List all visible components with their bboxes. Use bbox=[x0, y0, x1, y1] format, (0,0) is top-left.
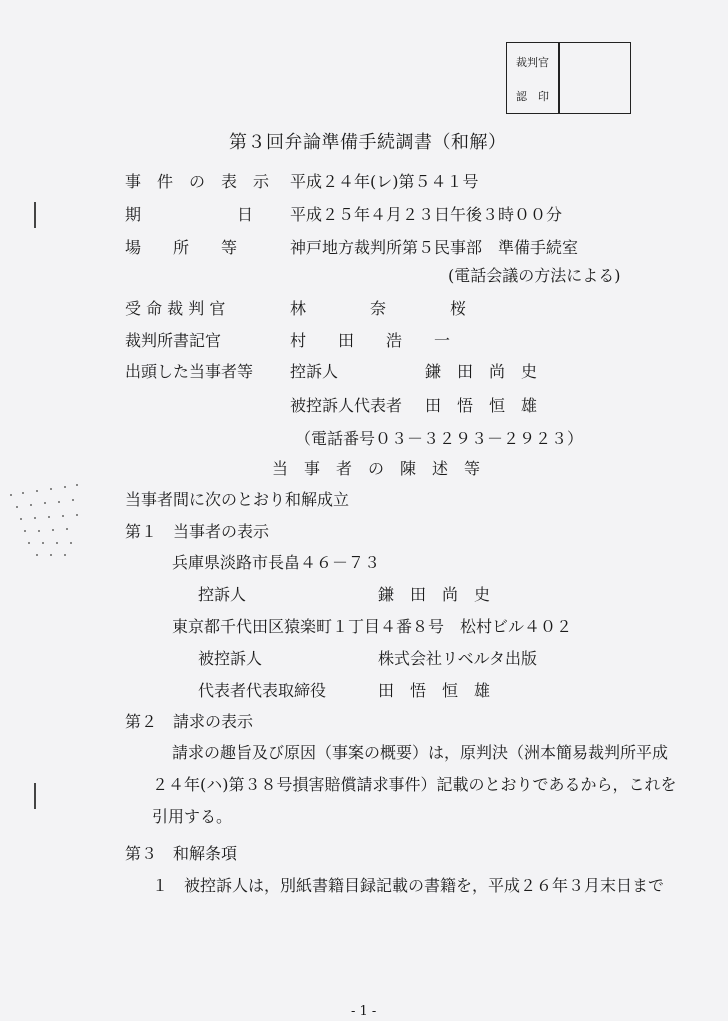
punch-dot bbox=[28, 542, 30, 544]
place-note: (電話会議の方法による) bbox=[448, 266, 621, 285]
punch-dot bbox=[58, 501, 60, 503]
party3-role: 代表者代表取締役 bbox=[198, 681, 327, 700]
appellee-rep-name: 田 悟 恒 雄 bbox=[425, 396, 538, 415]
margin-mark-top bbox=[34, 202, 36, 228]
case-number: 平成２４年(レ)第５４１号 bbox=[290, 172, 479, 191]
punch-dot bbox=[72, 499, 74, 501]
appellant-role: 控訴人 bbox=[290, 362, 339, 381]
punch-dot bbox=[24, 530, 26, 532]
appellee-rep-role: 被控訴人代表者 bbox=[290, 396, 403, 415]
punch-dot bbox=[22, 492, 24, 494]
stamp-label-judge: 裁判官 bbox=[516, 56, 549, 69]
punch-dot bbox=[64, 554, 66, 556]
claim-line-2: ２４年(ハ)第３８号損害賠償請求事件）記載のとおりであるから，これを bbox=[152, 775, 677, 794]
punch-dot bbox=[48, 516, 50, 518]
punch-dot bbox=[50, 554, 52, 556]
punch-dot bbox=[30, 504, 32, 506]
margin-mark-bottom bbox=[34, 783, 36, 809]
appellant-address: 兵庫県淡路市長畠４６－７３ bbox=[172, 553, 381, 572]
settlement-term-1: １ 被控訴人は，別紙書籍目録記載の書籍を，平成２６年３月末日まで bbox=[152, 876, 665, 895]
punch-dot bbox=[38, 530, 40, 532]
punch-dot bbox=[62, 515, 64, 517]
stamp-label-seal: 認 印 bbox=[516, 90, 549, 103]
stamp-divider bbox=[558, 43, 560, 113]
punch-dot bbox=[64, 486, 66, 488]
punch-dot bbox=[34, 517, 36, 519]
punch-dot bbox=[52, 529, 54, 531]
statement-heading: 当 事 者 の 陳 述 等 bbox=[272, 459, 481, 478]
punch-dot bbox=[56, 542, 58, 544]
judge-approval-stamp-box bbox=[506, 42, 631, 114]
punch-dot bbox=[16, 506, 18, 508]
settlement-intro: 当事者間に次のとおり和解成立 bbox=[125, 490, 350, 509]
appellant-name: 鎌 田 尚 史 bbox=[425, 362, 538, 381]
judge-name: 林 奈 桜 bbox=[290, 299, 467, 318]
section1-heading: 第１ 当事者の表示 bbox=[125, 522, 270, 541]
punch-dot bbox=[70, 542, 72, 544]
punch-dot bbox=[42, 542, 44, 544]
section3-heading: 第３ 和解条項 bbox=[125, 844, 238, 863]
punch-dot bbox=[20, 518, 22, 520]
phone-number: （電話番号０３－３２９３－２９２３） bbox=[295, 429, 584, 448]
party1-name: 鎌 田 尚 史 bbox=[378, 585, 491, 604]
case-label: 事 件 の 表 示 bbox=[125, 172, 270, 191]
punch-dot bbox=[76, 514, 78, 516]
punch-dot bbox=[44, 502, 46, 504]
appellee-address: 東京都千代田区猿楽町１丁目４番８号 松村ビル４０２ bbox=[172, 617, 573, 636]
hearing-place: 神戸地方裁判所第５民事部 準備手続室 bbox=[290, 238, 579, 257]
party1-role: 控訴人 bbox=[198, 585, 247, 604]
hearing-datetime: 平成２５年４月２３日午後３時００分 bbox=[290, 205, 563, 224]
binding-hole-dots bbox=[8, 484, 83, 564]
section2-heading: 第２ 請求の表示 bbox=[125, 712, 254, 731]
punch-dot bbox=[66, 528, 68, 530]
judge-label: 受 命 裁 判 官 bbox=[125, 299, 226, 318]
punch-dot bbox=[50, 488, 52, 490]
punch-dot bbox=[36, 490, 38, 492]
clerk-label: 裁判所書記官 bbox=[125, 331, 222, 350]
party2-name: 株式会社リベルタ出版 bbox=[378, 649, 538, 668]
page-number: - 1 - bbox=[351, 1004, 377, 1019]
place-label: 場 所 等 bbox=[125, 238, 238, 257]
party2-role: 被控訴人 bbox=[198, 649, 263, 668]
claim-line-3: 引用する。 bbox=[152, 807, 233, 826]
punch-dot bbox=[10, 494, 12, 496]
claim-line-1: 請求の趣旨及び原因（事案の概要）は，原判決（洲本簡易裁判所平成 bbox=[172, 743, 669, 762]
document-title: 第３回弁論準備手続調書（和解） bbox=[229, 132, 507, 153]
clerk-name: 村 田 浩 一 bbox=[290, 331, 451, 350]
date-label: 期 日 bbox=[125, 205, 254, 224]
party3-name: 田 悟 恒 雄 bbox=[378, 681, 491, 700]
parties-label: 出頭した当事者等 bbox=[125, 362, 254, 381]
punch-dot bbox=[36, 554, 38, 556]
punch-dot bbox=[76, 484, 78, 486]
